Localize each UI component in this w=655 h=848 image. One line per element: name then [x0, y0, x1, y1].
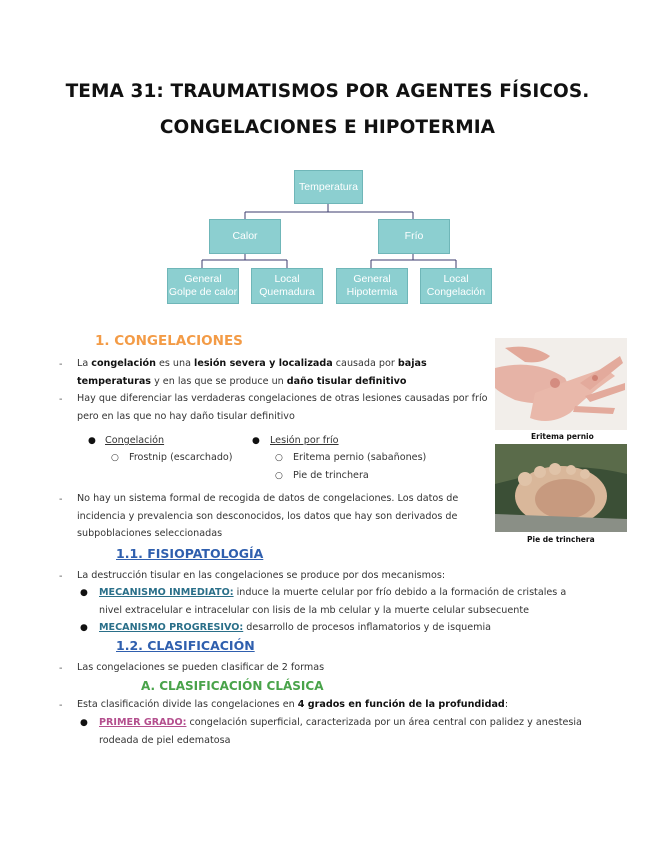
bullet-marker: ● — [80, 623, 88, 633]
diagram-node-quemadura — [251, 268, 323, 304]
text-run: congelación superficial, caracterizada por un área central con palidez y anestesia — [186, 717, 582, 728]
node-label: Congelación — [426, 286, 486, 298]
node-label: Golpe de calor — [168, 286, 238, 298]
label-primer-grado: PRIMER GRADO: — [99, 717, 187, 728]
text-run: es una — [155, 358, 195, 369]
text-run: Hay que diferenciar las verdaderas congelaciones de otras lesiones causadas por frío — [77, 393, 488, 404]
diagram-node-temperatura — [294, 170, 363, 204]
text-bold: temperaturas — [77, 375, 152, 387]
node-label: Hipotermia — [346, 286, 398, 298]
label-mecanismo-inmediato: MECANISMO INMEDIATO: — [99, 587, 234, 598]
paragraph-definicion — [77, 355, 492, 390]
circle-marker: ○ — [275, 471, 283, 481]
node-label: Local — [443, 273, 469, 285]
list-subitem-pie-trinchera: Pie de trinchera — [293, 470, 369, 481]
dash-marker: - — [59, 359, 63, 370]
paragraph-grados — [77, 696, 577, 714]
section-heading-clasificacion: 1.2. CLASIFICACIÓN — [116, 638, 255, 653]
dash-marker: - — [59, 663, 63, 674]
eritema-pernio-photo — [495, 338, 627, 430]
text-run: induce la muerte celular por frío debido a la formación de cristales a — [233, 587, 567, 598]
page-title-line2: CONGELACIONES E HIPOTERMIA — [159, 117, 496, 138]
diagram-node-hipotermia — [336, 268, 408, 304]
subheading-clasificacion-clasica: A. CLASIFICACIÓN CLÁSICA — [141, 679, 324, 693]
text-run: La — [77, 358, 92, 369]
node-label: Quemadura — [259, 286, 315, 298]
node-label: Frío — [404, 230, 424, 242]
list-item-congelacion: Congelación — [105, 435, 165, 446]
text-bold: bajas — [397, 358, 427, 369]
caption-eritema-pernio: Eritema pernio — [531, 432, 594, 441]
mecanismo-inmediato — [99, 584, 599, 619]
dash-marker: - — [59, 394, 63, 405]
diagram-node-frio — [378, 219, 450, 254]
node-label: Calor — [232, 230, 258, 242]
circle-marker: ○ — [275, 453, 283, 463]
mecanismo-progresivo — [99, 619, 599, 637]
list-subitem-eritema: Eritema pernio (sabañones) — [293, 452, 427, 463]
text-bold: congelación — [91, 358, 156, 369]
text-run: No hay un sistema formal de recogida de datos de congelaciones. Los datos de — [77, 493, 459, 504]
node-label: Temperatura — [299, 180, 358, 193]
text-run: nivel extracelular e intracelular con lisis de la mb celular y la muerte celular subsecuente — [99, 604, 529, 616]
paragraph-mecanismos: La destrucción tisular en las congelaciones se produce por dos mecanismos: — [77, 570, 446, 581]
text-run: y en las que se produce un — [151, 375, 287, 387]
diagram-node-golpe-de-calor — [167, 268, 239, 304]
text-bold: daño tisular definitivo — [286, 375, 407, 387]
hierarchy-connectors — [0, 0, 655, 320]
text-run: causada por — [332, 358, 398, 369]
bullet-marker: ● — [80, 718, 88, 728]
text-run: desarrollo de procesos inflamatorios y de isquemia — [243, 622, 492, 633]
primer-grado — [99, 714, 599, 749]
paragraph-clasificar: Las congelaciones se pueden clasificar de 2 formas — [77, 662, 325, 673]
text-run: Esta clasificación divide las congelaciones en — [77, 699, 298, 710]
node-label: General — [353, 273, 391, 285]
text-run: incidencia y prevalencia son desconocidos, los datos que hay son derivados de — [77, 510, 458, 522]
bullet-marker: ● — [88, 436, 96, 446]
foot-illustration-icon — [495, 444, 627, 532]
pie-de-trinchera-photo — [495, 444, 627, 532]
dash-marker: - — [59, 494, 63, 505]
paragraph-diferenciar — [77, 390, 492, 425]
page-title-line1: TEMA 31: TRAUMATISMOS POR AGENTES FÍSICOS. — [65, 81, 590, 102]
text-run: : — [504, 699, 509, 710]
node-label: Local — [274, 273, 300, 285]
text-bold: lesión severa y localizada — [194, 358, 333, 369]
bullet-marker: ● — [252, 436, 260, 446]
section-heading-fisiopatologia: 1.1. FISIOPATOLOGÍA — [116, 546, 264, 561]
paragraph-datos — [77, 490, 492, 543]
dash-marker: - — [59, 571, 63, 582]
section-heading-congelaciones: 1. CONGELACIONES — [95, 333, 243, 349]
dash-marker: - — [59, 700, 63, 711]
text-bold: 4 grados en función de la profundidad — [297, 699, 505, 710]
text-run: rodeada de piel edematosa — [99, 734, 231, 746]
text-run: subpoblaciones seleccionadas — [77, 528, 223, 539]
caption-pie-de-trinchera: Pie de trinchera — [527, 535, 595, 544]
diagram-node-calor — [209, 219, 281, 254]
text-run: pero en las que no hay daño tisular definitivo — [77, 410, 295, 422]
circle-marker: ○ — [111, 453, 119, 463]
bullet-marker: ● — [80, 588, 88, 598]
list-subitem-frostnip: Frostnip (escarchado) — [129, 452, 233, 463]
diagram-node-congelacion — [420, 268, 492, 304]
node-label: General — [184, 273, 222, 285]
list-item-lesion-frio: Lesión por frío — [270, 435, 339, 446]
label-mecanismo-progresivo: MECANISMO PROGRESIVO: — [99, 622, 244, 633]
hands-illustration-icon — [495, 338, 627, 430]
